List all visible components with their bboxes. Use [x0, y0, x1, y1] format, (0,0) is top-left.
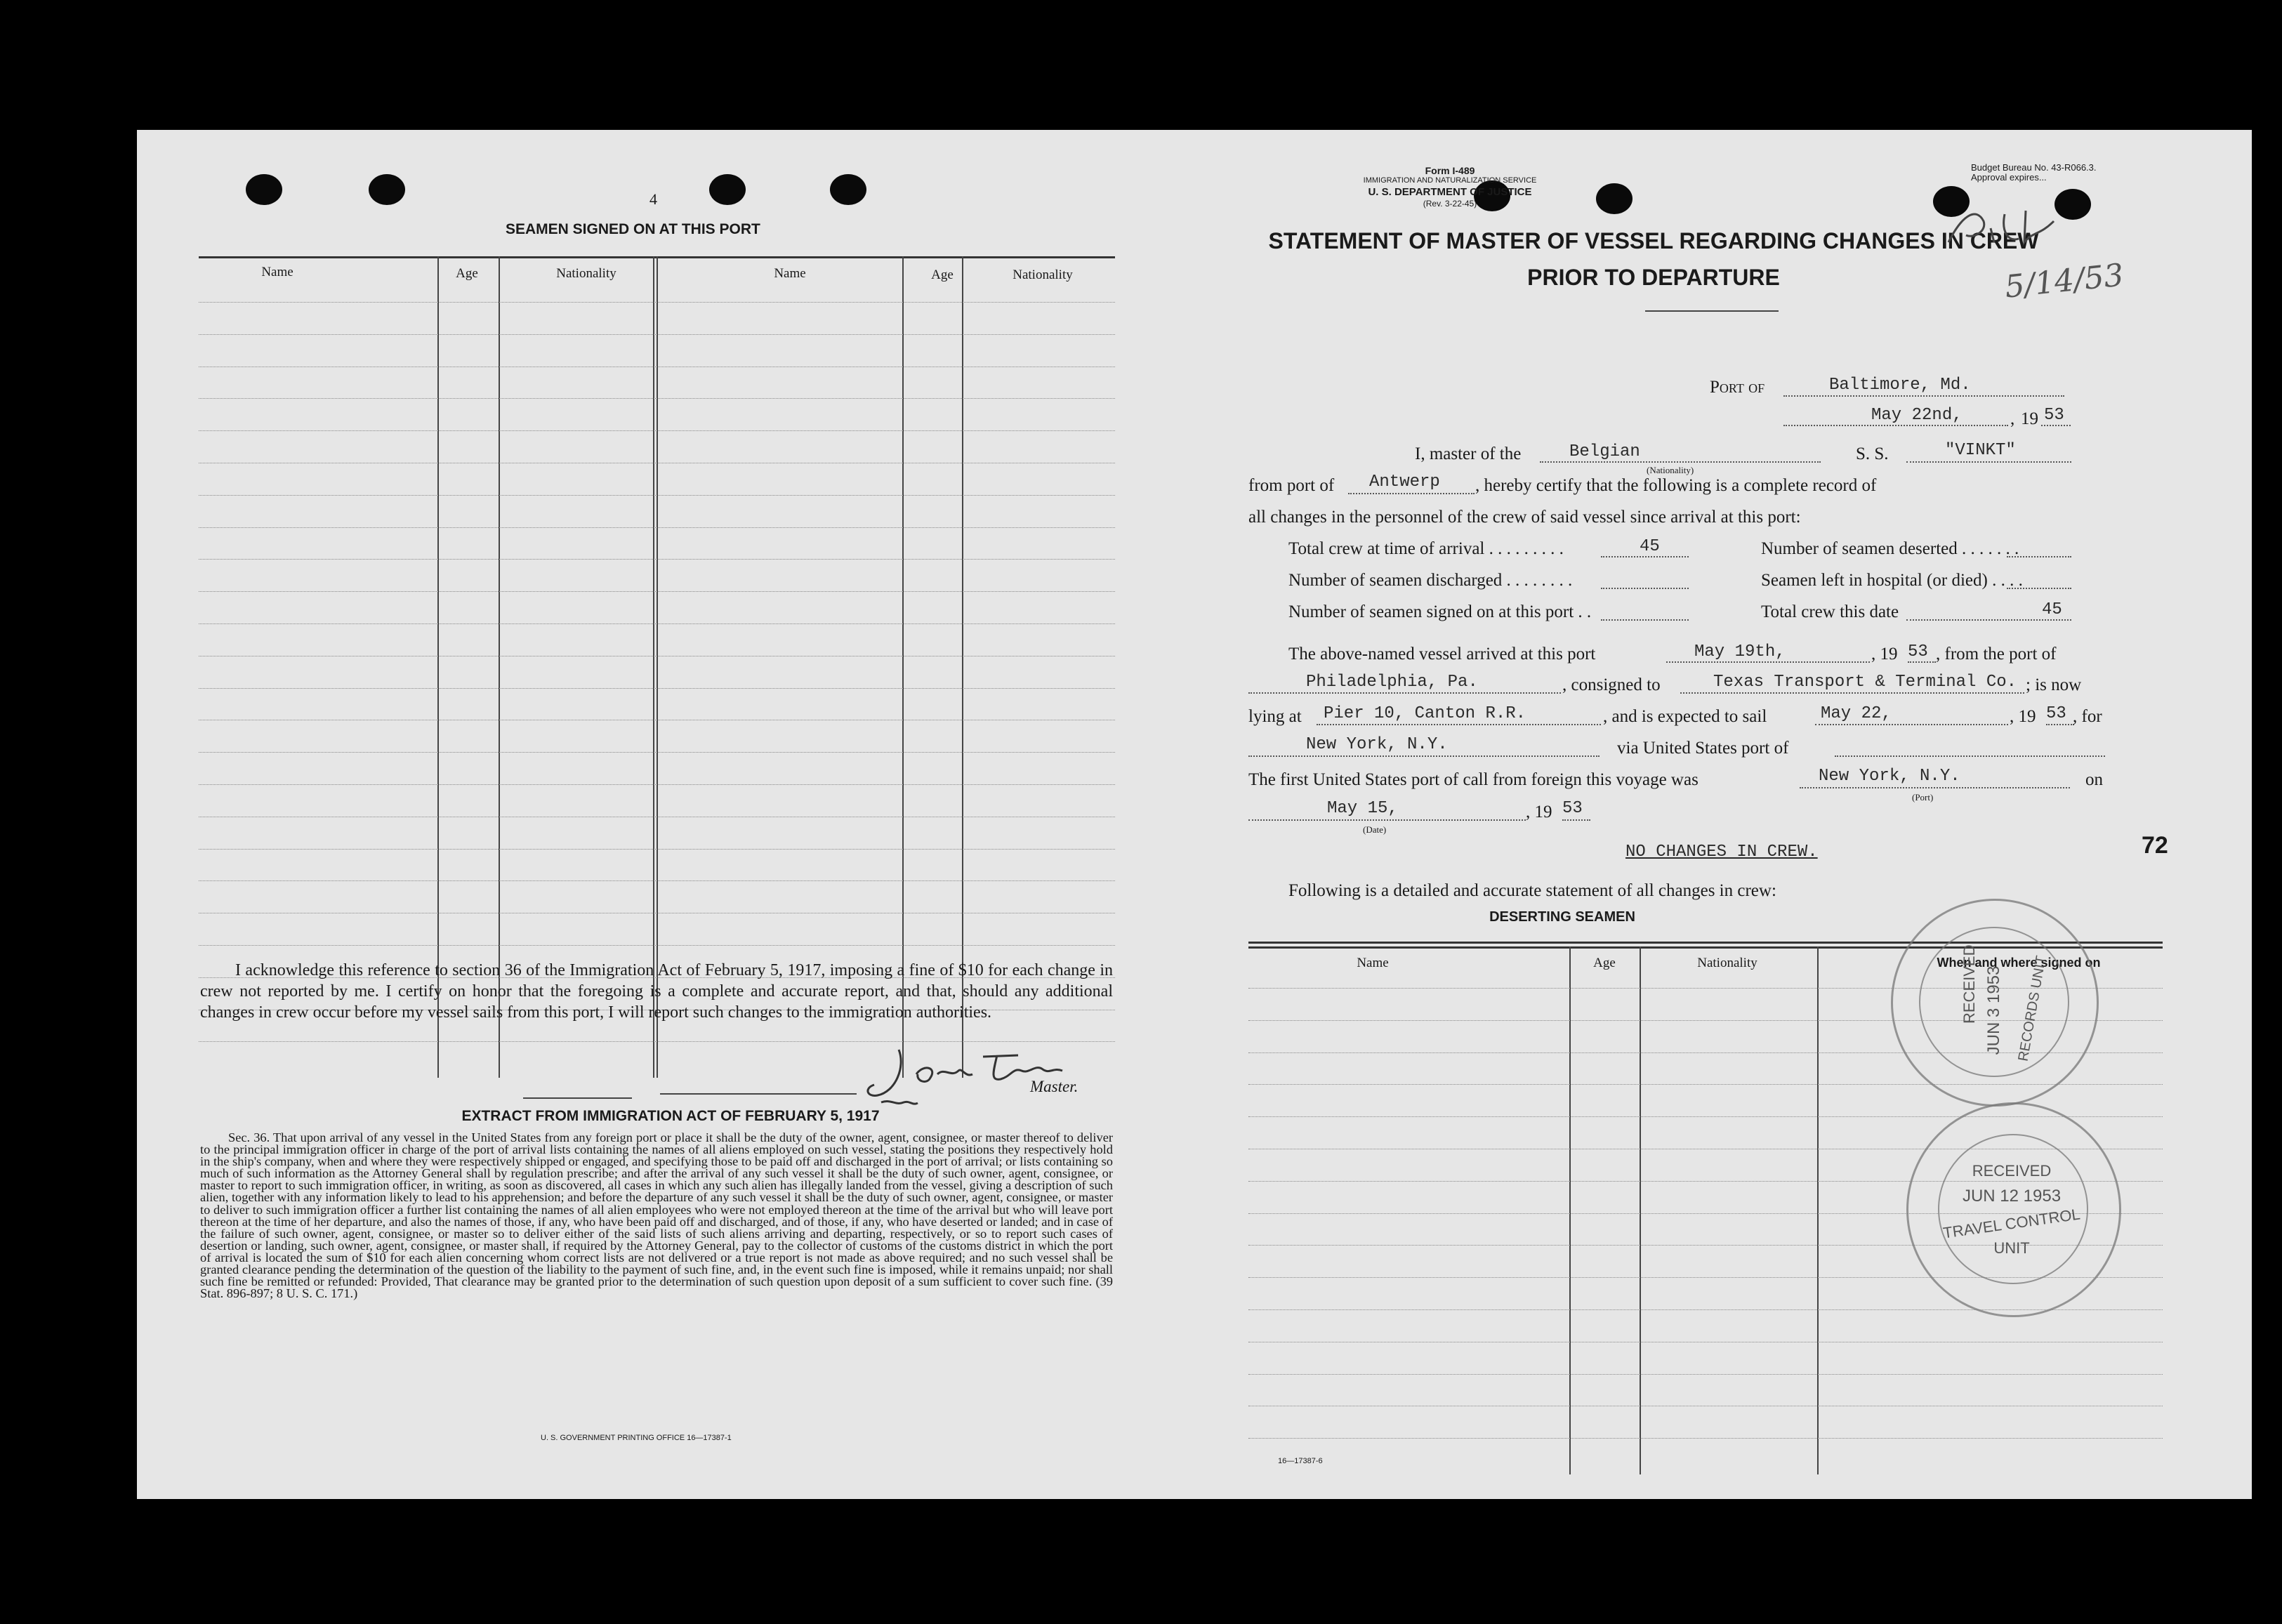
punch-hole [246, 174, 282, 205]
punch-hole [709, 174, 746, 205]
prev-port-value: Philadelphia, Pa. [1306, 673, 1478, 692]
agency: IMMIGRATION AND NATURALIZATION SERVICE [1363, 176, 1537, 185]
left-table-title: SEAMEN SIGNED ON AT THIS PORT [506, 221, 760, 237]
table-row-rule [199, 752, 1115, 753]
table-row-rule [199, 495, 1115, 496]
column-header: Nationality [1013, 268, 1073, 282]
page-number: 4 [649, 190, 657, 208]
punch-hole [369, 174, 405, 205]
master-label: Master. [1030, 1078, 1079, 1095]
column-header: Name [261, 265, 294, 279]
table-row-rule [199, 880, 1115, 881]
via-label: via United States port of [1617, 739, 1789, 758]
signed-on-label: Number of seamen signed on at this port . . [1288, 602, 1592, 621]
table-row-rule [199, 688, 1115, 689]
total-at-arrival-label: Total crew at time of arrival . . . . . . . . . [1288, 539, 1564, 558]
table-row-rule [199, 398, 1115, 399]
from-port-label: from port of [1248, 476, 1335, 495]
from-port-value: Antwerp [1369, 473, 1440, 491]
nationality-caption: (Nationality) [1647, 465, 1694, 475]
form-title-line1: STATEMENT OF MASTER OF VESSEL REGARDING CHANGES IN CREW [1268, 228, 2039, 253]
consigned-label: , consigned to [1562, 675, 1661, 694]
port-label: Port of [1710, 378, 1765, 397]
table-row-rule [199, 334, 1115, 335]
table-row-rule [1248, 1374, 2163, 1375]
discharged-label: Number of seamen discharged . . . . . . . . [1288, 571, 1573, 590]
master-signature [839, 1036, 1071, 1113]
stamp2-line1: RECEIVED [1972, 1162, 2052, 1180]
table-row-rule [199, 623, 1115, 624]
total-at-arrival-value: 45 [1640, 537, 1660, 556]
table-row-rule [199, 591, 1115, 592]
punch-hole [830, 174, 866, 205]
sail-year: 53 [2046, 704, 2066, 723]
year-prefix: 19 [2021, 409, 2038, 428]
department: U. S. DEPARTMENT OF JUSTICE [1368, 186, 1532, 198]
column-header: Age [1593, 956, 1616, 970]
arrived-year: 53 [1908, 642, 1928, 661]
no-changes-note: NO CHANGES IN CREW. [1625, 843, 1818, 861]
column-header: Nationality [556, 266, 616, 281]
master-of-label: I, master of the [1415, 444, 1522, 463]
year-value: 53 [2044, 406, 2064, 425]
acknowledgement-text: I acknowledge this reference to section 36 of the Immigration Act of February 5, 1917, imposing a fine of $10 for each change in crew not reported by me. I certify on honor that the foregoing is a complete and accurate report, and that, should any additional changes in crew occur before my vessel sails from this port, I will report such changes to the immigration authorities. [200, 961, 1113, 1022]
revision: (Rev. 3-22-45) [1423, 199, 1477, 209]
consignee-value: Texas Transport & Terminal Co. [1713, 673, 2017, 692]
for-label: , for [2073, 707, 2102, 726]
table-row-rule [1248, 1438, 2163, 1439]
first-port-label: The first United States port of call from foreign this voyage was [1248, 770, 1699, 789]
table-row-rule [199, 849, 1115, 850]
total-date-value: 45 [2042, 600, 2062, 619]
destination-value: New York, N.Y. [1306, 735, 1448, 754]
date-value: May 22nd, [1871, 406, 1963, 425]
lying-value: Pier 10, Canton R.R. [1324, 704, 1526, 723]
first-year: 53 [1562, 799, 1583, 818]
extract-text: Sec. 36. That upon arrival of any vessel in the United States from any foreign port or place it shall be the duty of the owner, agent, consignee, or master thereof to deliver to the principal immigration officer in charge of the port of arrival lists containing the names of all aliens employed on such vessel, stating the positions they respectively hold in the ship's company, when and where they were respectively shipped or engaged, and specifying those to be paid off and discharged in the port of arrival; or lists containing so much of such information as the Attorney General shall by regulation prescribe; and after the arrival of any such vessel it shall be the duty of such owner, agent, consignee, or master to report to such immigration officer, in writing, as soon as discovered, all cases in which any such alien has illegally landed from the vessel, giving a description of such alien, together with any information likely to lead to his apprehension; and before the departure of any such vessel it shall be the duty of such owner, agent, consignee, or master to deliver to such immigration officer a further list containing the names of all alien employees who were not employed thereon at the time of the arrival but who will leave port thereon at the time of her departure, and also the names of those, if any, who have been paid off and discharged, and of those, if any, who have deserted or landed; and in case of the failure of such owner, agent, consignee, or master so to deliver either of the said lists of such aliens arriving and departing, respectively, or so to report such cases of desertion or landing, such owner, agent, consignee, or master shall, if required by the Attorney General, pay to the collector of customs of the customs district in which the port of arrival is located the sum of $10 for each alien concerning whom correct lists are not delivered or a true report is not made as above required; and no such vessel shall be granted clearance pending the determination of the question of the liability to the payment of such fine, and, in the event such fine is imposed, while it remains unpaid; nor shall such fine be remitted or refunded: Provided, That clearance may be granted prior to the determination of such question upon deposit of a sum sufficient to cover such fine. (39 Stat. 896-897; 8 U. S. C. 171.) [200, 1130, 1113, 1301]
changes-text: all changes in the personnel of the crew of said vessel since arrival at this port: [1248, 508, 1801, 527]
handwritten-initials [1934, 200, 2068, 256]
approval-note: Approval expires... [1971, 172, 2047, 183]
is-now: ; is now [2026, 675, 2082, 694]
table-row-rule [199, 302, 1115, 303]
stamp1-line2: JUN 3 1953 [1984, 965, 2003, 1055]
certify-text: , hereby certify that the following is a complete record of [1475, 476, 1877, 495]
total-date-label: Total crew this date [1761, 602, 1899, 621]
sail-value: May 22, [1821, 704, 1892, 723]
handwritten-date: 5/14/53 [2003, 257, 2125, 305]
deserted-label: Number of seamen deserted . . . . . . . [1761, 539, 2019, 558]
table-row-rule [199, 559, 1115, 560]
right-printer-mark: 16—17387-6 [1278, 1457, 1323, 1465]
first-date-value: May 15, [1327, 799, 1398, 818]
column-header: Nationality [1697, 956, 1757, 970]
left-printer-mark: U. S. GOVERNMENT PRINTING OFFICE 16—17387-1 [541, 1434, 732, 1442]
extract-title: EXTRACT FROM IMMIGRATION ACT OF FEBRUARY 5, 1917 [461, 1108, 880, 1124]
document-sheet: 4 SEAMEN SIGNED ON AT THIS PORT Name Age Nationality Name Age Nationality I acknowledge this reference to section 36 of the Immigration Act of February 5, 1917, imposing a fine of $10 for each change in crew not reported by me. I certify on honor that the foregoing is a complete and accurate report, and that, should any additional changes in crew occur before my vessel sails from this port, I will report such changes to the immigration authorities. Master. EXTRACT FROM IMMIGRATION ACT OF FEBRUARY 5, 1917 Sec. 36. That upon arrival of any vessel in the United States from any foreign port or place it shall be the duty of the owner, agent, consignee, or master thereof to deliver to the principal immigration officer in charge of the port of arrival lists containing the names of all aliens employed on such vessel, stating the positions they respectively hold in the ship's company, when and where they were respectively shipped or engaged, and specifying those to be paid off and discharged in the port of arrival; or lists containing so much of such information as the Attorney General shall by regulation prescribe; and after the arrival of any such vessel it shall be the duty of such owner, agent, consignee, or master to report to such immigration officer, in writing, as soon as discovered, all cases in which any such alien has illegally landed from the vessel, giving a description of such alien, together with any information likely to lead to his apprehension; and before the departure of any such vessel it shall be the duty of such owner, agent, consignee, or master to deliver to such immigration officer a further list containing the names of all alien employees who were not employed thereon at the time of the arrival but who will leave port thereon at the time of her departure, and also the names of those, if any, who have been paid off and discharged, and of those, if any, who have deserted or landed; and in case of the failure of such owner, agent, consignee, or master so to deliver either of the said lists of such aliens arriving and departing, respectively, or so to report such cases of desertion or landing, such owner, agent, consignee, or master shall, if required by the Attorney General, pay to the collector of customs of the customs district in which the port of arrival is located the sum of $10 for each alien concerning whom correct lists are not delivered or a true report is not made as above required; and no such vessel shall be granted clearance pending the determination of the question of the liability to the payment of such fine, and, in the event such fine is imposed, while it remains unpaid; nor shall such fine be remitted or refunded: Provided, That clearance may be granted prior to the determination of such question upon deposit of a sum sufficient to cover such fine. (39 Stat. 896-897; 8 U. S. C. 171.) U. S. GOVERNMENT PRINTING OFFICE 16—17387-1 Form I-489 IMMIGRATION AND NATURALIZATION SERVICE U. S. DEPARTMENT OF JUSTICE (Rev. 3-22-45) Budget Bureau No. 43-R066.3. Approval expires... STATEMENT OF MASTER OF VESSEL REGARDING CHANGES IN CREW PRIOR TO DEPARTURE 5/14/53 Port of Baltimore, Md. May 22nd, , 19 53 I, master of the Belgian (Nationality) S. S. "VINKT" from port of Antwerp , hereby certify that the following is a complete record of all changes in the personnel of the crew of said vessel since arrival at this port: Total crew at time of arrival . . . . . . . . . 45 Number of seamen deserted . . . . . . . Number of seamen discharged . . . . . . . . Seamen left in hospital (or died) . . . . Number of seamen signed on at this port . . Total crew this date 45 The above-named vessel arrived at this port May 19th, , 19 53 , from the port of Philadelphia, Pa. , consigned to Texas Transport & Terminal Co. ; is now lying at Pier 10, Canton R.R. , and is expected to sail May 22, , 19 53 , for New York, N.Y. via United States port of The first United States port of call from foreign this voyage was New York, N.Y. (Port) on May 15, (Date) , 19 53 NO CHANGES IN CREW. 72 Following is a detailed and accurate statement of all changes in crew: DESERTING SEAMEN Name Age Nationality When and where signed on RECEIVED JUN 3 1953 RECORDS UNIT RECEIVED JUN 12 1953 TRAVEL CONTROL UNIT 16—17387-6 [137, 130, 2252, 1499]
stamp2-line3: TRAVEL CONTROL [1941, 1205, 2082, 1242]
ship-name: "VINKT" [1945, 441, 2016, 460]
date-caption: (Date) [1363, 824, 1387, 835]
column-header: Name [1357, 956, 1389, 970]
hospital-label: Seamen left in hospital (or died) . . . . [1761, 571, 2023, 590]
table-row-rule [199, 945, 1115, 946]
following-text: Following is a detailed and accurate statement of all changes in crew: [1288, 881, 1776, 900]
nationality-value: Belgian [1569, 442, 1640, 461]
first-port-value: New York, N.Y. [1819, 767, 1960, 786]
lying-label: lying at [1248, 707, 1302, 726]
stamp2-line4: UNIT [1993, 1239, 2030, 1257]
from-the-port: , from the port of [1936, 645, 2057, 664]
expected-label: , and is expected to sail [1603, 707, 1767, 726]
column-header: Age [456, 266, 478, 281]
page-mark: 72 [2142, 832, 2168, 859]
ss-label: S. S. [1856, 444, 1889, 463]
port-value: Baltimore, Md. [1829, 376, 1971, 395]
deserting-title: DESERTING SEAMEN [1489, 909, 1635, 925]
stamp1-line1: RECEIVED [1960, 944, 1978, 1024]
column-header: Age [931, 268, 954, 282]
column-header: Name [774, 266, 806, 281]
table-row-rule [199, 527, 1115, 528]
form-number: Form I-489 [1425, 165, 1475, 176]
table-row-rule [199, 430, 1115, 431]
form-title-line2: PRIOR TO DEPARTURE [1527, 265, 1780, 290]
table-row-rule [199, 784, 1115, 785]
port-caption: (Port) [1912, 792, 1934, 803]
stamp1-line3: RECORDS UNIT [2015, 954, 2050, 1063]
stamp2-line2: JUN 12 1953 [1962, 1187, 2062, 1206]
column-header: When and where signed on [1937, 956, 2101, 970]
arrived-label: The above-named vessel arrived at this port [1288, 645, 1596, 664]
arrived-value: May 19th, [1694, 642, 1786, 661]
budget-number: Budget Bureau No. 43-R066.3. [1971, 162, 2097, 173]
on-label: on [2085, 770, 2103, 789]
